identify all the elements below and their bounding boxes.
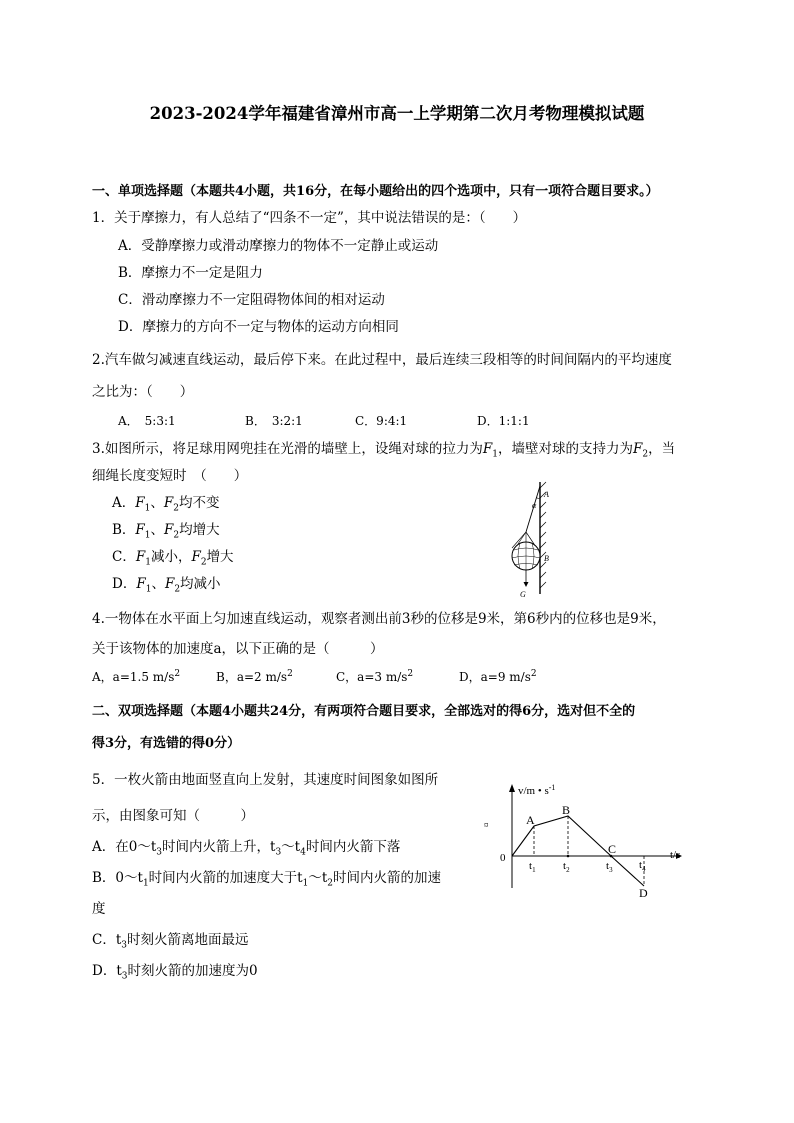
section2-heading-line2: 得3分，有选错的得0分） bbox=[92, 736, 241, 751]
q4-stem-line2: 关于该物体的加速度a，以下正确的是（ ） bbox=[92, 641, 384, 657]
label-b: B bbox=[544, 554, 549, 563]
q3-stem-line1: 3.如图所示，将足球用网兜挂在光滑的墙壁上，设绳对球的拉力为$F_1$，墙壁对球的支持力为$F_2$，当 bbox=[92, 441, 676, 460]
section2-heading-line1: 二、双项选择题（本题4小题共24分，有两项符合题目要求，全部选对的得6分，选对但不全的 bbox=[92, 704, 636, 719]
label-a: A bbox=[544, 490, 549, 499]
gravity-arrow-head bbox=[524, 582, 529, 587]
q2-stem-line2: 之比为：（ ） bbox=[92, 384, 194, 400]
point-c-label: C bbox=[608, 842, 617, 856]
stray-mark: ¤ bbox=[484, 820, 489, 830]
q4-stem-line1: 4.一物体在水平面上匀加速直线运动，观察者测出前3秒的位移是9米，第6秒内的位移也是9米， bbox=[92, 611, 666, 627]
label-alpha: α bbox=[532, 501, 537, 510]
q5-option-d: D．$t_3$时刻火箭的加速度为0 bbox=[92, 963, 258, 982]
label-g: G bbox=[520, 590, 526, 599]
q4-option-d: D，a=9 $m/s^2$ bbox=[459, 669, 537, 684]
q4-option-b: B，a=2 $m/s^2$ bbox=[216, 669, 293, 684]
x-axis-label: t/s bbox=[670, 849, 681, 861]
q4-option-c: C，a=3 $m/s^2$ bbox=[336, 669, 414, 684]
q1-option-d: D．摩擦力的方向不一定与物体的运动方向相同 bbox=[118, 319, 399, 335]
q1-stem: 1．关于摩擦力，有人总结了“四条不一定”，其中说法错误的是：（ ） bbox=[92, 210, 527, 226]
q3-option-c: C．$F_1$减小，$F_2$增大 bbox=[112, 549, 234, 568]
t4-label: $t_4$ bbox=[639, 859, 646, 873]
q2-option-d: D．1:1:1 bbox=[477, 414, 530, 428]
q2-option-c: C．9:4:1 bbox=[355, 414, 408, 428]
t2-label: $t_2$ bbox=[563, 860, 570, 874]
q5-stem-line2: 示，由图象可知（ ） bbox=[92, 808, 254, 824]
point-a-label: A bbox=[526, 813, 535, 827]
t1-label: $t_1$ bbox=[529, 860, 536, 874]
q3-option-a: A．$F_1$、$F_2$均不变 bbox=[112, 495, 220, 514]
y-axis-arrow bbox=[509, 784, 515, 792]
q5-option-b-line1: B．$0\sim t_1$时间内火箭的加速度大于$t_1\sim t_2$时间内火箭的加速 bbox=[92, 870, 442, 889]
q5-option-c: C．$t_3$时刻火箭离地面最远 bbox=[92, 932, 249, 951]
q4-option-a: A，a=1.5 $m/s^2$ bbox=[92, 669, 181, 684]
page-title: 2023-2024学年福建省漳州市高一上学期第二次月考物理模拟试题 bbox=[149, 104, 645, 123]
q5-option-a: A．在$0\sim t_3$时间内火箭上升，$t_3\sim t_4$时间内火箭下落 bbox=[92, 839, 401, 858]
t2-dot bbox=[567, 855, 570, 858]
origin-label: 0 bbox=[500, 852, 506, 864]
q1-option-a: A．受静摩擦力或滑动摩擦力的物体不一定静止或运动 bbox=[118, 238, 439, 254]
point-d-label: D bbox=[639, 886, 648, 900]
q3-stem-line2: 细绳长度变短时 （ ） bbox=[92, 468, 248, 484]
q3-ball-wall-figure bbox=[498, 476, 568, 602]
q3-option-d: D．$F_1$、$F_2$均减小 bbox=[112, 576, 221, 595]
section1-heading: 一、单项选择题（本题共4小题，共16分，在每小题给出的四个选项中，只有一项符合题目要求。） bbox=[92, 184, 659, 199]
q5-vt-graph bbox=[478, 778, 698, 902]
q3-option-b: B．$F_1$、$F_2$均增大 bbox=[112, 522, 220, 541]
t3-label: $t_3$ bbox=[606, 860, 613, 874]
q2-stem-line1: 2.汽车做匀减速直线运动，最后停下来。在此过程中，最后连续三段相等的时间间隔内的平均速度 bbox=[92, 352, 672, 368]
y-axis-label: v/m • $s^{-1}$ bbox=[518, 783, 556, 797]
q2-option-b: B． 3:2:1 bbox=[245, 414, 303, 428]
q2-option-a: A． 5:3:1 bbox=[118, 414, 176, 428]
q5-option-b-line2: 度 bbox=[92, 901, 106, 917]
q1-option-b: B．摩擦力不一定是阻力 bbox=[118, 265, 263, 281]
point-b-label: B bbox=[562, 803, 571, 817]
q1-option-c: C．滑动摩擦力不一定阻碍物体间的相对运动 bbox=[118, 292, 385, 308]
q5-stem-line1: 5．一枚火箭由地面竖直向上发射，其速度时间图象如图所 bbox=[92, 772, 439, 788]
